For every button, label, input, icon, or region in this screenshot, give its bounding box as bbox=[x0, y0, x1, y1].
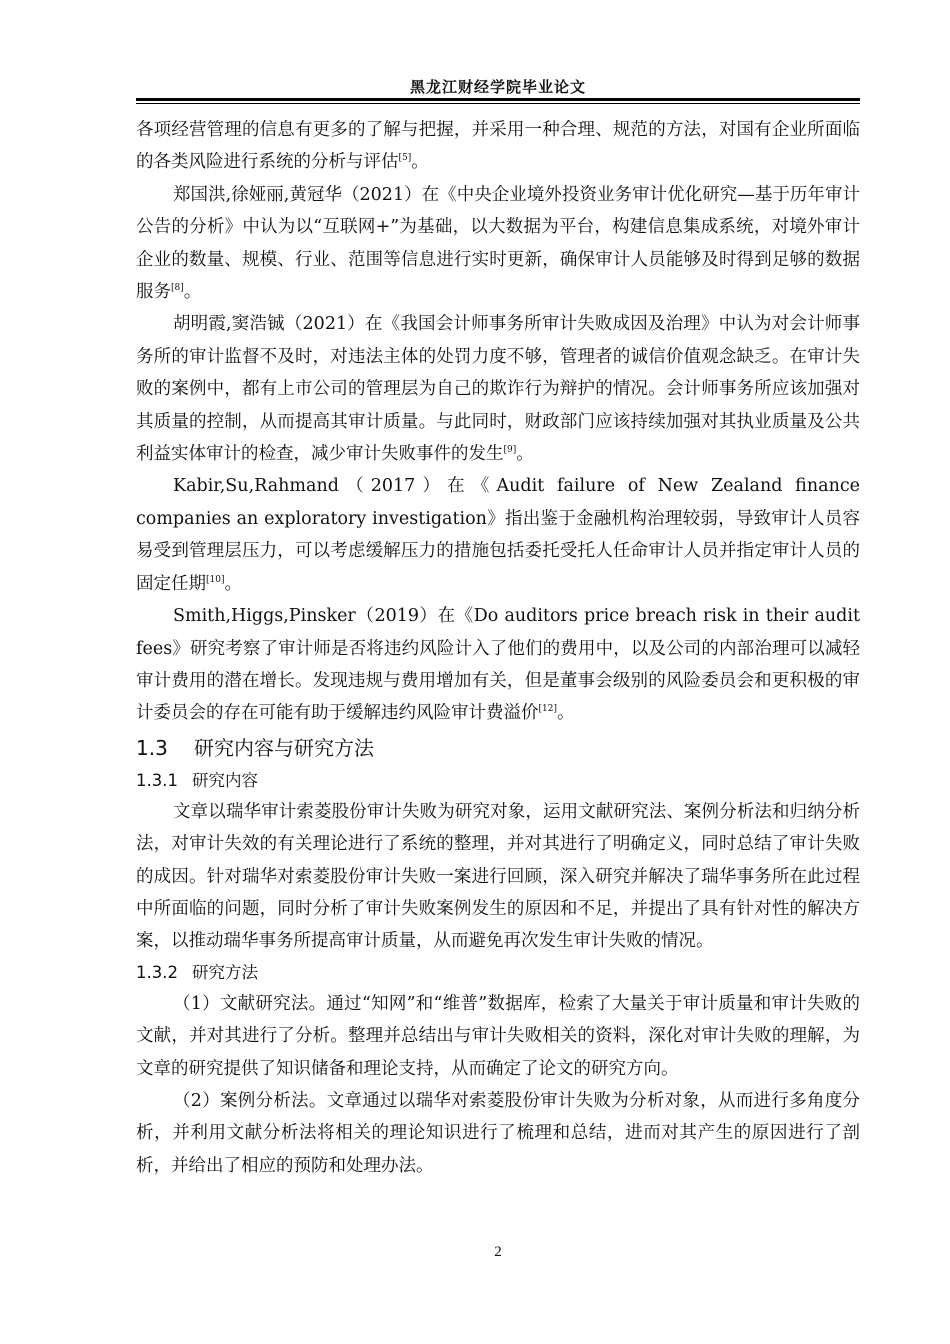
paragraph-hu: 胡明霞,窦浩铖（2021）在《我国会计师事务所审计失败成因及治理》中认为对会计师事务所的审计监督不及时，对违法主体的处罚力度不够，管理者的诚信价值观念缺乏。在审计失败的案例中，都有上市公司的管理层为自己的欺诈行为辩护的情况。会计师事务所应该加强对其质量的控制，从而提高其审计质量。与此同时，财政部门应该持续加强对其执业质量及公共利益实体审计的检查，减少审计失败事件的发生[9]。 bbox=[136, 314, 860, 465]
paragraph-kabir: Kabir,Su,Rahmand（2017）在《Audit failure of New Zealand finance companies an exploratory investigation》指出鉴于金融机构治理较弱，导致审计人员容易受到管理层压力，可以考虑缓解压力的措施包括委托受托人任命审计人员并指定审计人员的固定任期[10]。 bbox=[136, 476, 860, 594]
running-header-title: 黑龙江财经学院毕业论文 bbox=[409, 78, 586, 96]
header-rule-thin bbox=[136, 103, 860, 104]
paragraph-method-case: （2）案例分析法。文章通过以瑞华对索菱股份审计失败为分析对象，从而进行多角度分析，并利用文献分析法将相关的理论知识进行了梳理和总结，进而对其产生的原因进行了剖析，并给出了相应的预防和处理办法。 bbox=[136, 1090, 860, 1176]
citation: [10] bbox=[206, 574, 225, 585]
citation: [12] bbox=[538, 704, 557, 715]
header-rule-thick bbox=[136, 98, 860, 101]
section-heading-1-3: 1.3 研究内容与研究方法 bbox=[136, 735, 374, 760]
page-number: 2 bbox=[494, 1244, 502, 1260]
subsection-heading-1-3-1: 1.3.1 研究内容 bbox=[136, 770, 258, 790]
page-body bbox=[136, 114, 860, 1182]
citation: [8] bbox=[171, 283, 184, 294]
paragraph-smith: Smith,Higgs,Pinsker（2019）在《Do auditors price breach risk in their audit fees》研究考察了审计师是否将违约风险计入了他们的费用中，以及公司的内部治理可以减轻审计费用的潜在增长。发现违规与费用增加有关，但是董事会级别的风险委员会和更积极的审计委员会的存在可能有助于缓解违约风险审计费溢价[12]。 bbox=[136, 606, 860, 724]
paragraph-continuation: 各项经营管理的信息有更多的了解与把握，并采用一种合理、规范的方法，对国有企业所面临的各类风险进行系统的分析与评估[5]。 bbox=[136, 120, 860, 173]
subsection-heading-1-3-2: 1.3.2 研究方法 bbox=[136, 962, 258, 982]
citation: [5] bbox=[398, 153, 412, 164]
paragraph-research-content: 文章以瑞华审计索菱股份审计失败为研究对象，运用文献研究法、案例分析法和归纳分析法，对审计失效的有关理论进行了系统的整理，并对其进行了明确定义，同时总结了审计失败的成因。针对瑞华对索菱股份审计失败一案进行回顾，深入研究并解决了瑞华事务所在此过程中所面临的问题，同时分析了审计失败案例发生的原因和不足，并提出了具有针对性的解决方案，以推动瑞华事务所提高审计质量，从而避免再次发生审计失败的情况。 bbox=[136, 801, 860, 952]
paragraph-zheng: 郑国洪,徐娅丽,黄冠华（2021）在《中央企业境外投资业务审计优化研究—基于历年审计公告的分析》中认为以“互联网+”为基础，以大数据为平台，构建信息集成系统，对境外审计企业的数量、规模、行业、范围等信息进行实时更新，确保审计人员能够及时得到足够的数据服务[8]。 bbox=[136, 184, 860, 303]
paragraph-method-literature: （1）文献研究法。通过“知网”和“维普”数据库，检索了大量关于审计质量和审计失败的文献，并对其进行了分析。整理并总结出与审计失败相关的资料，深化对审计失败的理解，为文章的研究提供了知识储备和理论支持，从而确定了论文的研究方向。 bbox=[136, 993, 860, 1079]
citation: [9] bbox=[503, 445, 517, 456]
